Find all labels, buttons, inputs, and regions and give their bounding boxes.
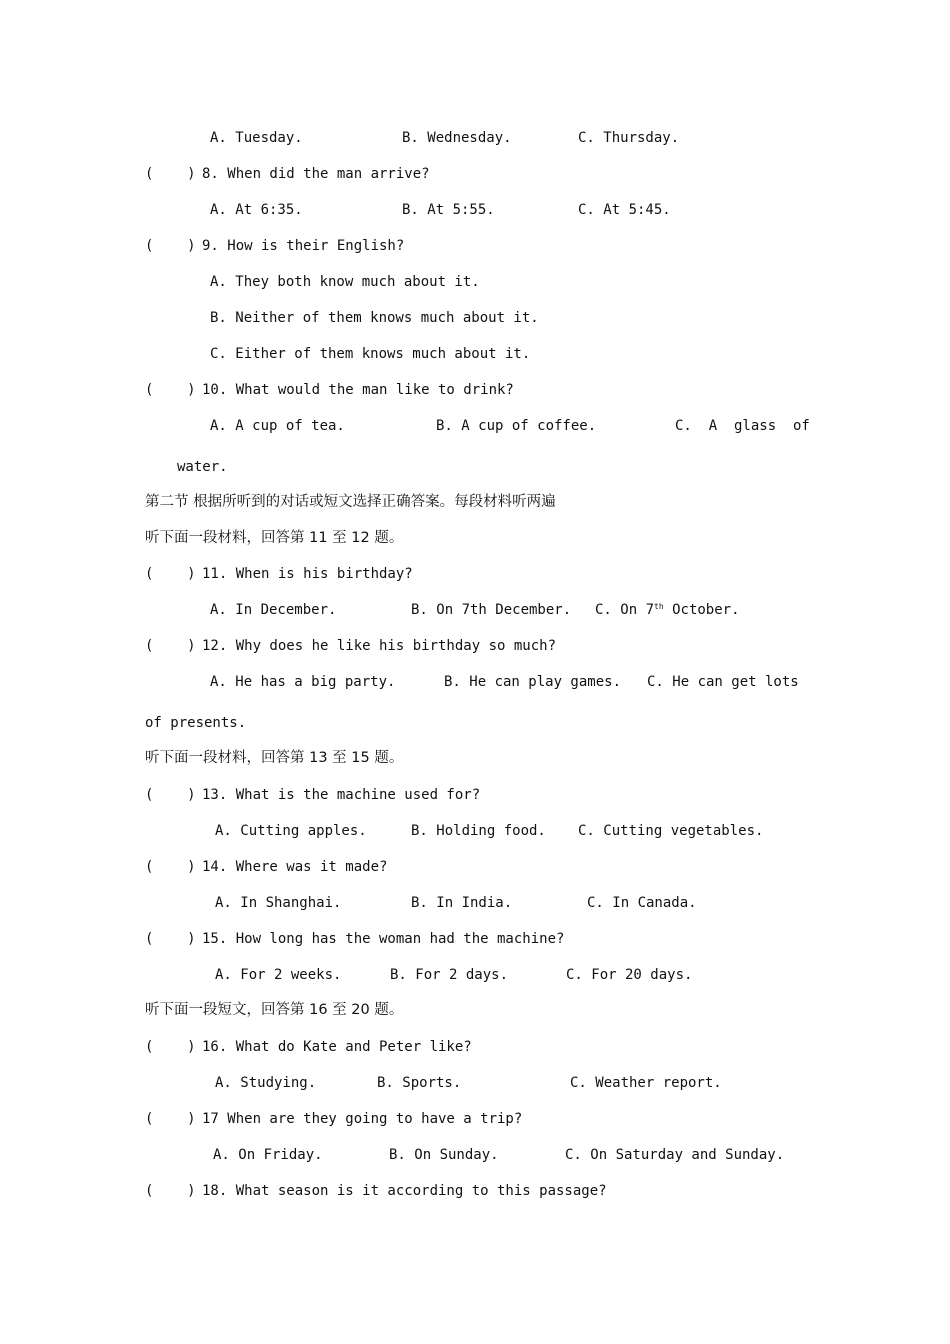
q17-option-b: B. On Sunday. <box>389 1147 499 1163</box>
q8-option-b: B. At 5:55. <box>402 202 495 218</box>
q15-option-a: A. For 2 weeks. <box>215 967 342 983</box>
q7-option-c: C. Thursday. <box>578 130 680 146</box>
q17-option-a: A. On Friday. <box>213 1147 323 1163</box>
q11-option-c: C. On 7th October. <box>595 602 740 618</box>
q7-option-a: A. Tuesday. <box>210 130 303 146</box>
q11-option-a: A. In December. <box>210 602 337 618</box>
q13-option-a: A. Cutting apples. <box>215 823 367 839</box>
q11-option-b: B. On 7th December. <box>411 602 572 618</box>
q17-option-c: C. On Saturday and Sunday. <box>565 1147 785 1163</box>
q13-option-c: C. Cutting vegetables. <box>578 823 764 839</box>
q10-option-b: B. A cup of coffee. <box>436 418 597 434</box>
q15-stem: 15. How long has the woman had the machine? <box>202 931 565 947</box>
q12-option-c-continued: of presents. <box>145 715 247 731</box>
q12-option-c: C. He can get lots <box>647 674 799 690</box>
instruction-13-15: 听下面一段材料，回答第 13 至 15 题。 <box>145 750 404 766</box>
q16-option-b: B. Sports. <box>377 1075 462 1091</box>
q13-option-b: B. Holding food. <box>411 823 546 839</box>
q11-stem: 11. When is his birthday? <box>202 566 413 582</box>
q16-option-a: A. Studying. <box>215 1075 317 1091</box>
q14-option-b: B. In India. <box>411 895 513 911</box>
q8-stem: 8. When did the man arrive? <box>202 166 430 182</box>
q14-option-a: A. In Shanghai. <box>215 895 342 911</box>
q10-stem: 10. What would the man like to drink? <box>202 382 514 398</box>
q14-stem: 14. Where was it made? <box>202 859 388 875</box>
q18-stem: 18. What season is it according to this passage? <box>202 1183 607 1199</box>
q10-option-c: C. A glass of <box>675 418 810 434</box>
q14-answer-blank: ( ) <box>145 859 196 875</box>
q18-answer-blank: ( ) <box>145 1183 196 1199</box>
q12-option-b: B. He can play games. <box>444 674 622 690</box>
q16-stem: 16. What do Kate and Peter like? <box>202 1039 472 1055</box>
q10-answer-blank: ( ) <box>145 382 196 398</box>
q15-option-c: C. For 20 days. <box>566 967 693 983</box>
q15-option-b: B. For 2 days. <box>390 967 509 983</box>
q16-answer-blank: ( ) <box>145 1039 196 1055</box>
q13-answer-blank: ( ) <box>145 787 196 803</box>
q17-answer-blank: ( ) <box>145 1111 196 1127</box>
q9-answer-blank: ( ) <box>145 238 196 254</box>
instruction-11-12: 听下面一段材料，回答第 11 至 12 题。 <box>145 530 404 546</box>
q16-option-c: C. Weather report. <box>570 1075 722 1091</box>
q17-stem: 17 When are they going to have a trip? <box>202 1111 523 1127</box>
q14-option-c: C. In Canada. <box>587 895 697 911</box>
q12-answer-blank: ( ) <box>145 638 196 654</box>
q10-option-c-continued: water. <box>177 459 228 475</box>
q9-stem: 9. How is their English? <box>202 238 405 254</box>
q8-option-a: A. At 6:35. <box>210 202 303 218</box>
q9-option-b: B. Neither of them knows much about it. <box>210 310 539 326</box>
q8-option-c: C. At 5:45. <box>578 202 671 218</box>
q13-stem: 13. What is the machine used for? <box>202 787 481 803</box>
instruction-16-20: 听下面一段短文，回答第 16 至 20 题。 <box>145 1002 404 1018</box>
section-2-title: 第二节 根据所听到的对话或短文选择正确答案。每段材料听两遍 <box>145 494 556 510</box>
q8-answer-blank: ( ) <box>145 166 196 182</box>
q11-answer-blank: ( ) <box>145 566 196 582</box>
q9-option-c: C. Either of them knows much about it. <box>210 346 531 362</box>
q7-option-b: B. Wednesday. <box>402 130 512 146</box>
q15-answer-blank: ( ) <box>145 931 196 947</box>
q10-option-a: A. A cup of tea. <box>210 418 345 434</box>
q12-option-a: A. He has a big party. <box>210 674 396 690</box>
q9-option-a: A. They both know much about it. <box>210 274 480 290</box>
q12-stem: 12. Why does he like his birthday so much? <box>202 638 557 654</box>
